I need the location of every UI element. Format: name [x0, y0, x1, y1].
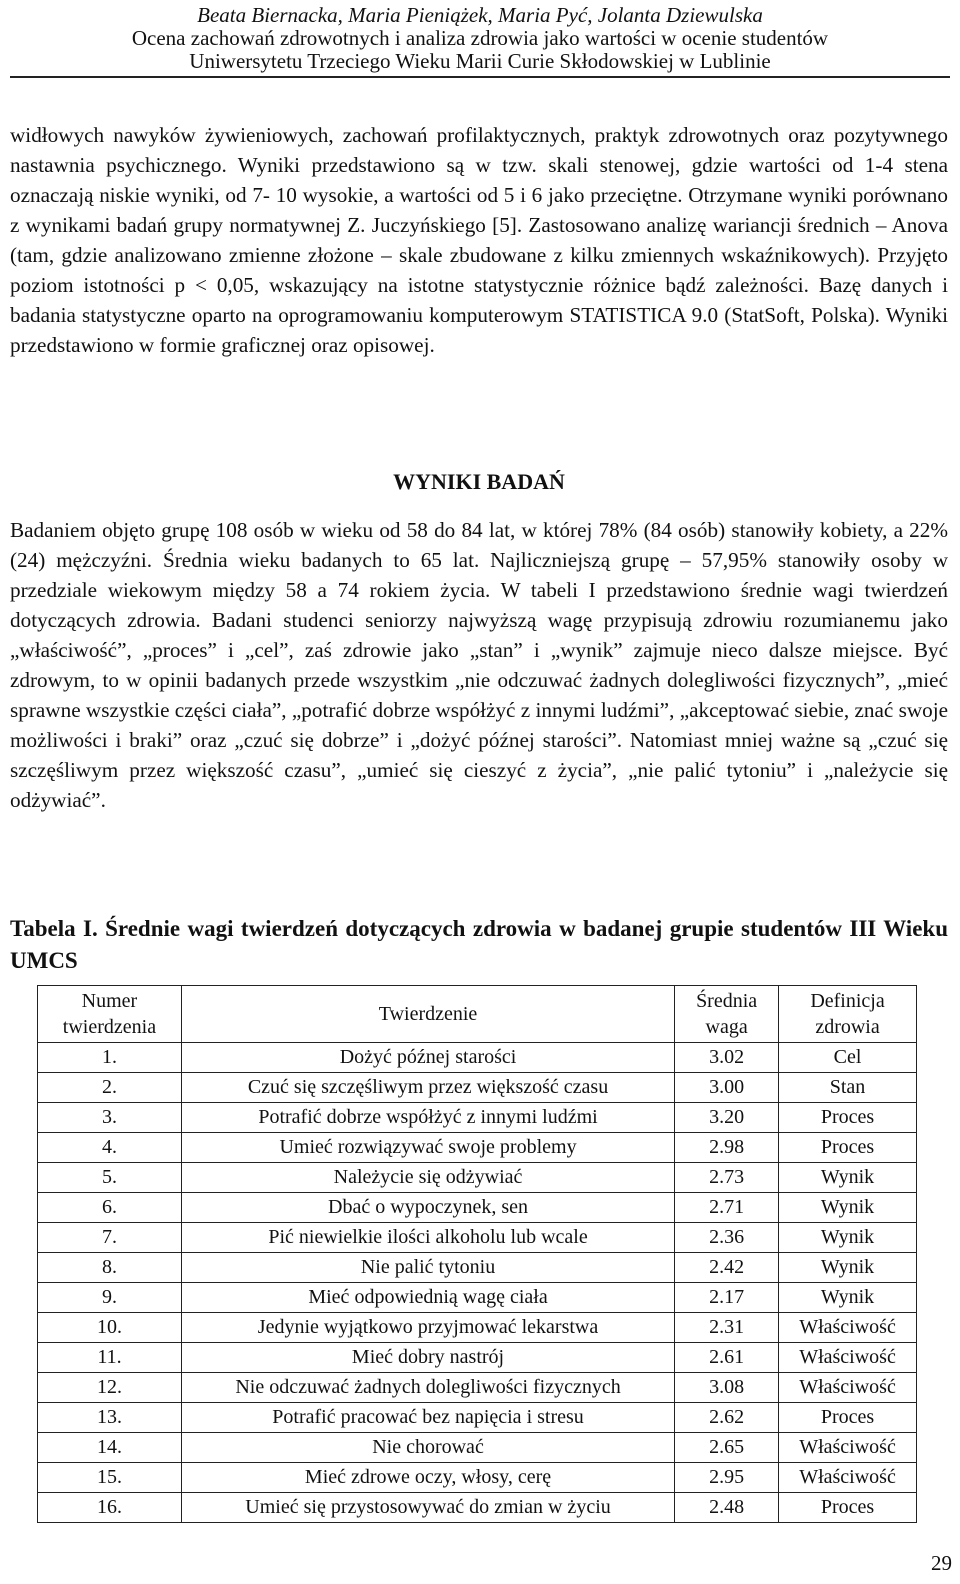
cell-number: 16. [38, 1493, 182, 1523]
cell-statement: Nie chorować [181, 1433, 674, 1463]
table-row [38, 1043, 917, 1073]
cell-number: 4. [38, 1133, 182, 1163]
cell-definition: Proces [779, 1133, 917, 1163]
cell-number: 14. [38, 1433, 182, 1463]
cell-definition: Wynik [779, 1193, 917, 1223]
cell-number: 11. [38, 1343, 182, 1373]
table-row [38, 1133, 917, 1163]
cell-statement: Jedynie wyjątkowo przyjmować lekarstwa [181, 1313, 674, 1343]
results-paragraph: Badaniem objęto grupę 108 osób w wieku od 58 do 84 lat, w której 78% (84 osób) stanowiły kobiety, a 22% (24) mężczyźni. Średnia wieku badanych to 65 lat. Najliczniejszą grupę – 57,95% stanowiły osoby w przedziale wiekowym między 58 a 74 rokiem życia. W tabeli I przedstawiono średnie wagi twierdzeń dotyczących zdrowia. Badani studenci seniorzy najwyższą wagę przypisują zdrowiu rozumianemu jako „właściwość”, „proces” i „cel”, zaś zdrowie jako „stan” i „wynik” zajmuje nieco dalsze miejsce. Być zdrowym, to w opinii badanych przede wszystkim „nie odczuwać żadnych dolegliwości fizycznych”, „mieć sprawne wszystkie części ciała”, „potrafić dobrze współżyć z innymi ludźmi”, „akceptować siebie, znać swoje możliwości i braki” oraz „czuć się dobrze” i „dożyć późnej starości”. Natomiast mniej ważne są „czuć się szczęśliwym przez większość czasu”, „umieć się cieszyć z życia”, „nie palić tytoniu” i „należycie się odżywiać”. [10, 518, 948, 812]
cell-definition: Proces [779, 1493, 917, 1523]
cell-statement: Dożyć późnej starości [181, 1043, 674, 1073]
cell-statement: Nie palić tytoniu [181, 1253, 674, 1283]
cell-number: 13. [38, 1403, 182, 1433]
table-row [38, 1343, 917, 1373]
methods-paragraph: widłowych nawyków żywieniowych, zachowań profilaktycznych, praktyk zdrowotnych oraz pozytywnego nastawnia psychicznego. Wyniki przedstawiono są w tzw. skali stenowej, gdzie wartości od 1-4 stena oznaczają niskie wyniki, od 7- 10 wysokie, a wartości od 5 i 6 jako przeciętne. Otrzymane wyniki porównano z wynikami badań grupy normatywnej Z. Juczyńskiego [5]. Zastosowano analizę wariancji średnich – Anova (tam, gdzie analizowano zmienne złożone – skale zbudowane z kilku zmiennych wskaźnikowych). Przyjęto poziom istotności p < 0,05, wskazujący na istotne statystycznie różnice bądź zależności. Bazę danych i badania statystyczne oparto na oprogramowaniu komputerowym STATISTICA 9.0 (StatSoft, Polska). Wyniki przedstawiono w formie graficznej oraz opisowej. [10, 123, 948, 357]
running-header [10, 0, 950, 78]
cell-mean: 2.98 [675, 1133, 779, 1163]
cell-number: 5. [38, 1163, 182, 1193]
cell-definition: Wynik [779, 1223, 917, 1253]
health-statements-table [37, 985, 917, 1523]
cell-mean: 2.17 [675, 1283, 779, 1313]
cell-statement: Potrafić pracować bez napięcia i stresu [181, 1403, 674, 1433]
cell-statement: Dbać o wypoczynek, sen [181, 1193, 674, 1223]
cell-number: 7. [38, 1223, 182, 1253]
cell-definition: Wynik [779, 1253, 917, 1283]
cell-definition: Cel [779, 1043, 917, 1073]
cell-statement: Mieć dobry nastrój [181, 1343, 674, 1373]
table-row [38, 1103, 917, 1133]
header-title-line1: Ocena zachowań zdrowotnych i analiza zdrowia jako wartości w ocenie studentów [131, 26, 829, 50]
cell-statement: Umieć się przystosowywać do zmian w życiu [181, 1493, 674, 1523]
cell-statement: Pić niewielkie ilości alkoholu lub wcale [181, 1223, 674, 1253]
cell-statement: Nie odczuwać żadnych dolegliwości fizycznych [181, 1373, 674, 1403]
cell-mean: 2.95 [675, 1463, 779, 1493]
table-row [38, 1253, 917, 1283]
table-body [38, 1043, 917, 1523]
cell-definition: Właściwość [779, 1373, 917, 1403]
cell-mean: 2.62 [675, 1403, 779, 1433]
table-row [38, 1163, 917, 1193]
cell-statement: Czuć się szczęśliwym przez większość czasu [181, 1073, 674, 1103]
cell-definition: Stan [779, 1073, 917, 1103]
cell-mean: 2.31 [675, 1313, 779, 1343]
cell-statement: Mieć odpowiednią wagę ciała [181, 1283, 674, 1313]
table-row [38, 1493, 917, 1523]
table-caption: Tabela I. Średnie wagi twierdzeń dotyczących zdrowia w badanej grupie studentów III Wieku UMCS [10, 916, 948, 973]
cell-definition: Wynik [779, 1163, 917, 1193]
cell-mean: 2.61 [675, 1343, 779, 1373]
cell-mean: 2.65 [675, 1433, 779, 1463]
cell-mean: 2.42 [675, 1253, 779, 1283]
cell-mean: 3.20 [675, 1103, 779, 1133]
cell-number: 9. [38, 1283, 182, 1313]
cell-definition: Właściwość [779, 1313, 917, 1343]
cell-statement: Należycie się odżywiać [181, 1163, 674, 1193]
cell-number: 15. [38, 1463, 182, 1493]
cell-mean: 2.36 [675, 1223, 779, 1253]
cell-mean: 3.00 [675, 1073, 779, 1103]
table-header-row [38, 986, 917, 1043]
cell-statement: Potrafić dobrze współżyć z innymi ludźmi [181, 1103, 674, 1133]
header-definition: Definicja zdrowia [779, 986, 917, 1043]
cell-mean: 2.73 [675, 1163, 779, 1193]
cell-statement: Mieć zdrowe oczy, włosy, cerę [181, 1463, 674, 1493]
cell-mean: 2.48 [675, 1493, 779, 1523]
header-authors: Beata Biernacka, Maria Pieniążek, Maria Pyć, Jolanta Dziewulska [197, 3, 763, 27]
cell-number: 6. [38, 1193, 182, 1223]
header-number: Numer twierdzenia [38, 986, 182, 1043]
table-row [38, 1433, 917, 1463]
cell-definition: Proces [779, 1403, 917, 1433]
cell-definition: Właściwość [779, 1433, 917, 1463]
cell-number: 10. [38, 1313, 182, 1343]
cell-mean: 3.02 [675, 1043, 779, 1073]
cell-mean: 2.71 [675, 1193, 779, 1223]
cell-definition: Proces [779, 1103, 917, 1133]
table-row [38, 1283, 917, 1313]
table-row [38, 1313, 917, 1343]
cell-number: 3. [38, 1103, 182, 1133]
cell-definition: Właściwość [779, 1343, 917, 1373]
table-row [38, 1223, 917, 1253]
cell-number: 1. [38, 1043, 182, 1073]
table-row [38, 1463, 917, 1493]
header-title-line2: Uniwersytetu Trzeciego Wieku Marii Curie Skłodowskiej w Lublinie [189, 49, 771, 73]
cell-mean: 3.08 [675, 1373, 779, 1403]
header-statement: Twierdzenie [181, 986, 674, 1043]
cell-definition: Wynik [779, 1283, 917, 1313]
table-row [38, 1373, 917, 1403]
page-number: 29 [931, 1551, 952, 1575]
cell-number: 2. [38, 1073, 182, 1103]
cell-number: 12. [38, 1373, 182, 1403]
table-row [38, 1073, 917, 1103]
cell-statement: Umieć rozwiązywać swoje problemy [181, 1133, 674, 1163]
header-mean: Średnia waga [675, 986, 779, 1043]
cell-number: 8. [38, 1253, 182, 1283]
cell-definition: Właściwość [779, 1463, 917, 1493]
table-row [38, 1193, 917, 1223]
table-row [38, 1403, 917, 1433]
section-title: WYNIKI BADAŃ [393, 469, 565, 494]
